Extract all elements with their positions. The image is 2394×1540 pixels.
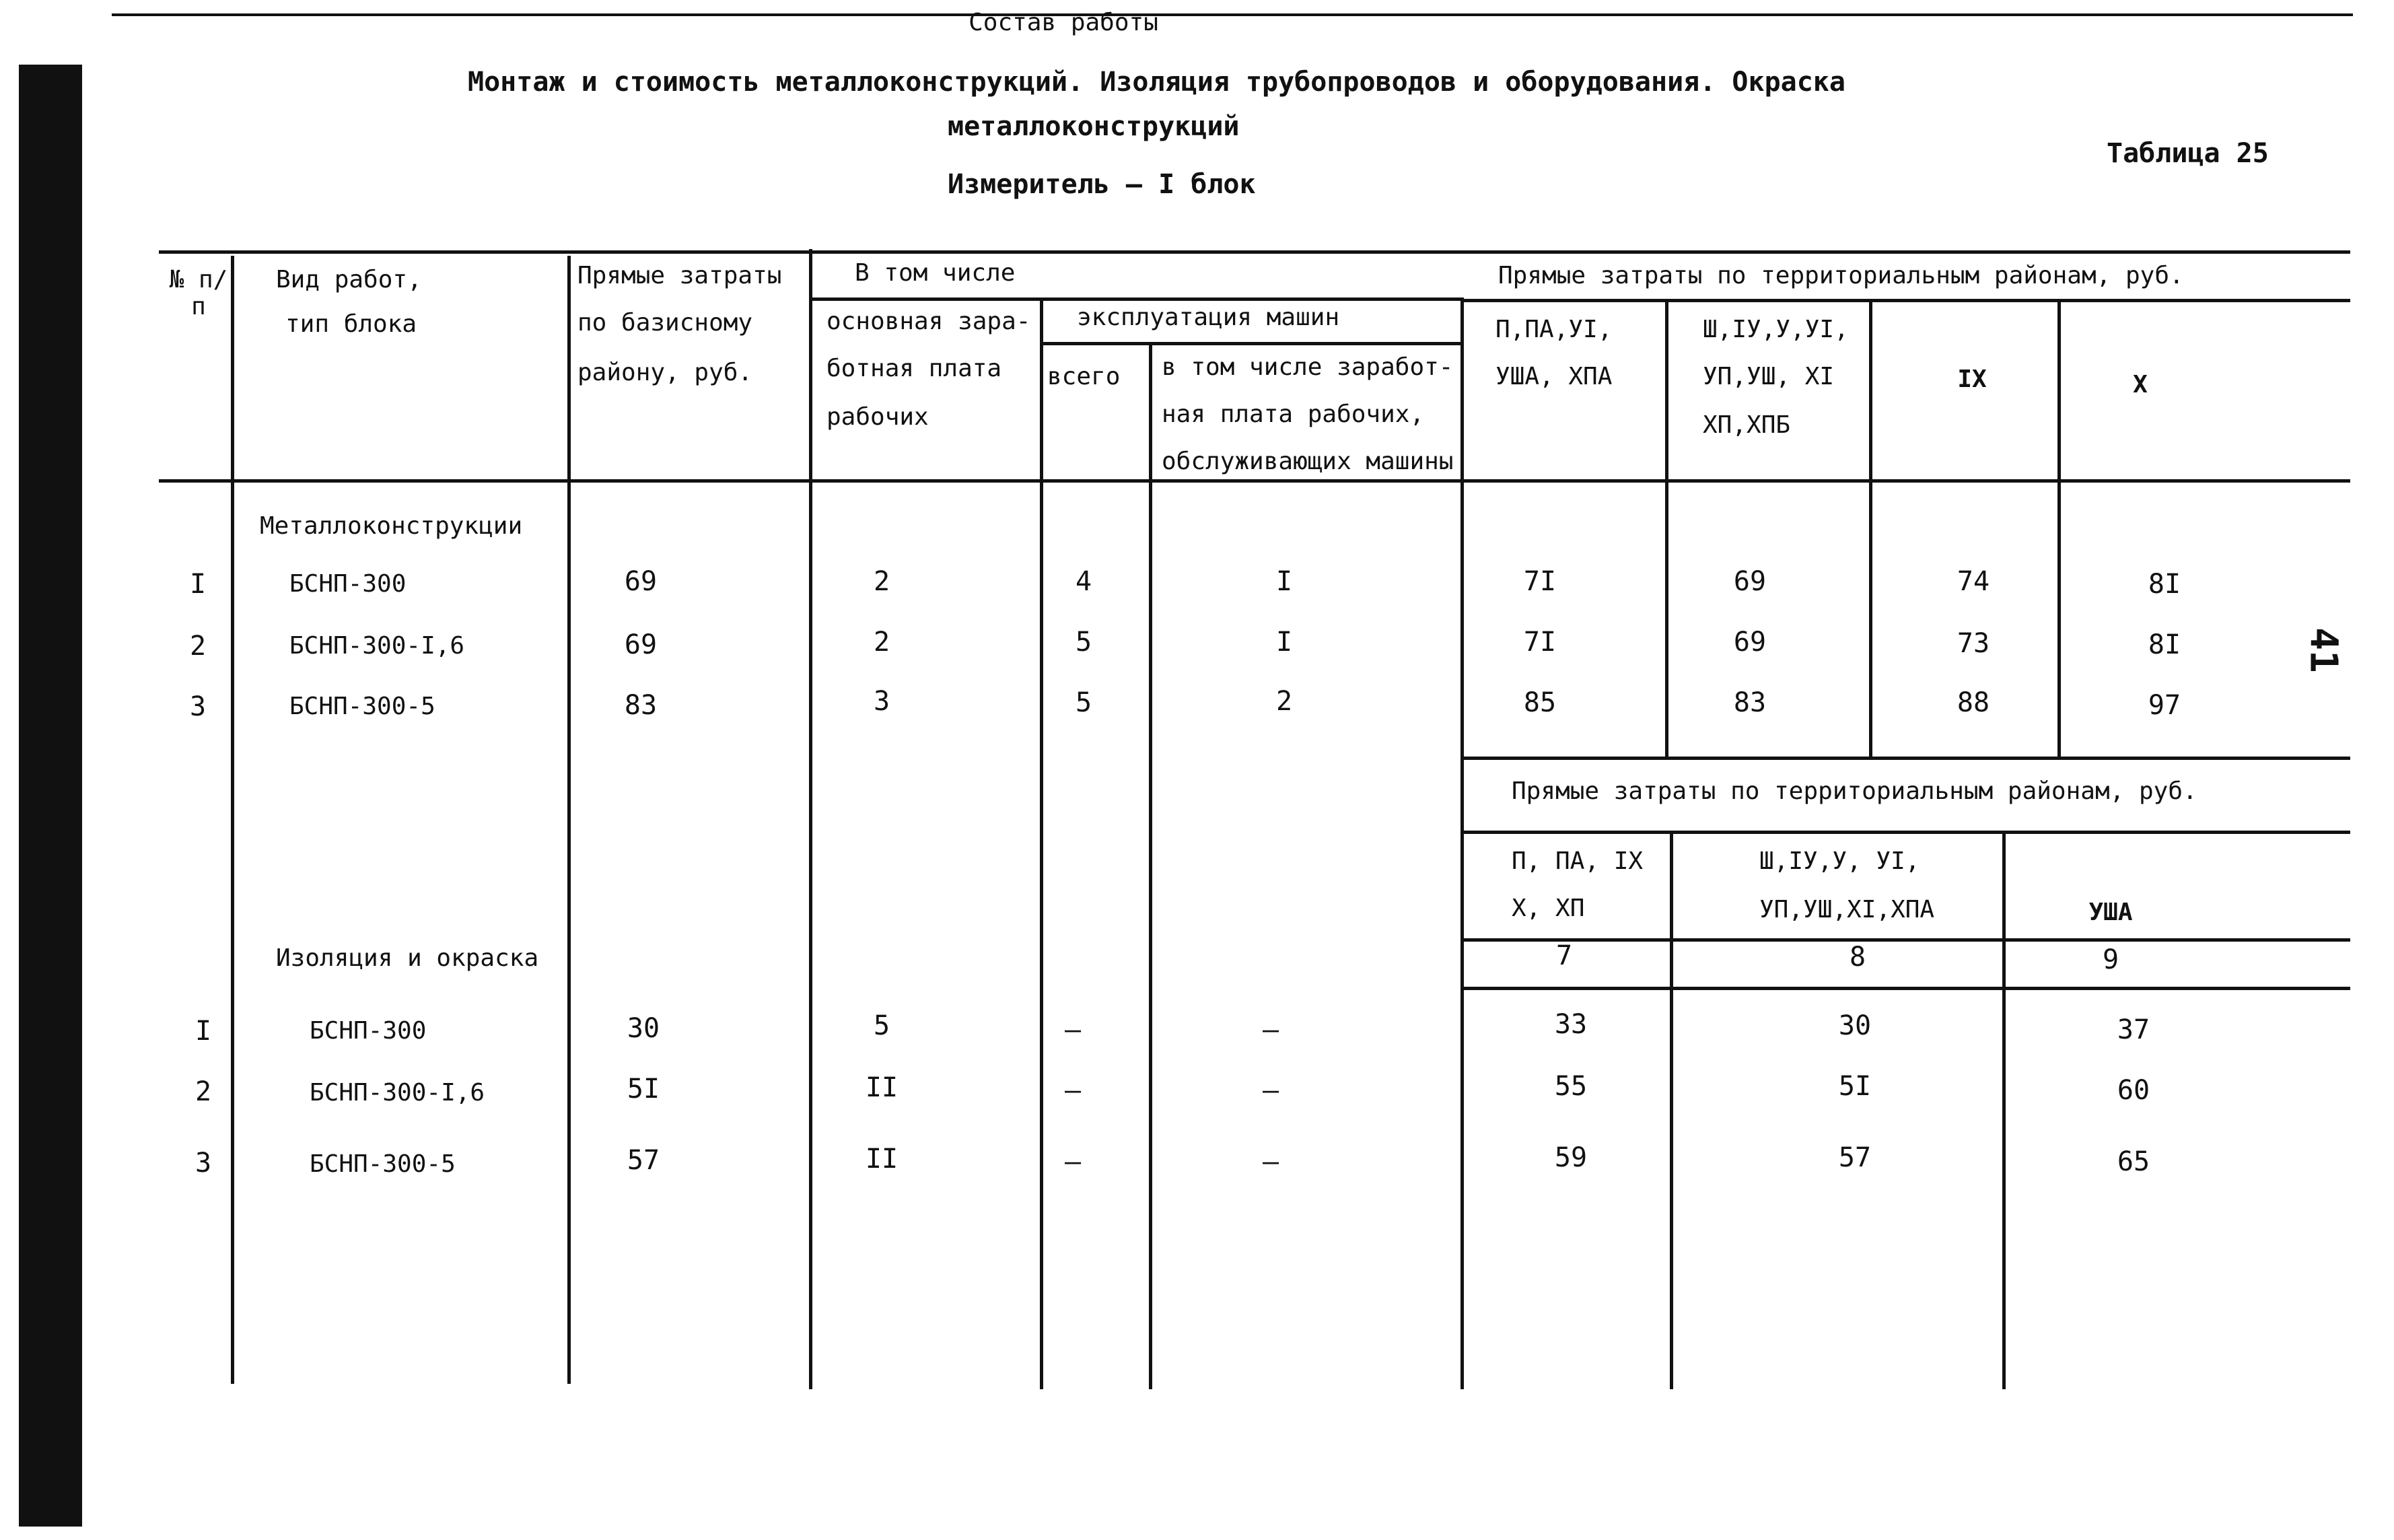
row-r4: 8I [2148, 569, 2181, 600]
header-mw-line3: обслуживающих машины [1162, 448, 1454, 475]
header-direct-line2: по базисному [577, 309, 753, 337]
row-no: I [195, 1016, 212, 1047]
row-no: 2 [195, 1076, 212, 1107]
row-machines-total: 5 [1075, 627, 1092, 658]
row-g1: 55 [1554, 1071, 1588, 1102]
row-name: БСНП-300 [310, 1017, 427, 1045]
subheader-g1-line1: П, ПА, IХ [1512, 847, 1644, 875]
sub-col-rule-1 [1670, 831, 1673, 1389]
col-rule-8 [1869, 299, 1872, 757]
row-g2: 5I [1838, 1071, 1872, 1102]
row-machines-wage: I [1275, 566, 1293, 597]
doc-title-line1: Монтаж и стоимость металлоконструкций. Изоляция трубопроводов и оборудования. Окраска [468, 67, 1845, 98]
header-work-type-line2: тип блока [285, 310, 417, 338]
row-r2: 69 [1733, 627, 1767, 658]
row-direct: 5I [627, 1074, 660, 1105]
row-name: БСНП-300-5 [289, 693, 435, 720]
subheader-col-num-8: 8 [1849, 942, 1866, 973]
subheader-title: Прямые затраты по территориальным районам, руб. [1512, 777, 2197, 805]
row-machines-wage: I [1275, 627, 1293, 658]
col-rule-3 [809, 249, 812, 1389]
row-r1: 7I [1523, 566, 1557, 597]
row-machines-wage: – [1262, 1014, 1279, 1045]
subheader-top-rule [1464, 757, 2350, 760]
col-rule-7 [1665, 299, 1668, 757]
row-g2: 57 [1838, 1142, 1872, 1173]
row-wage: 5 [873, 1010, 890, 1041]
row-machines-total: – [1064, 1146, 1082, 1177]
row-g3: 65 [2117, 1146, 2150, 1177]
row-r3: 73 [1957, 628, 1990, 659]
doc-title-line2: металлоконструкций [948, 111, 1240, 142]
col-rule-6 [1460, 298, 1464, 1389]
section2-title: Изоляция и окраска [276, 944, 539, 972]
row-r1: 85 [1523, 687, 1557, 718]
header-r1-line1: П,ПА,УI, [1495, 316, 1613, 343]
row-no: I [189, 569, 207, 600]
col-rule-2 [567, 256, 571, 1384]
row-name: БСНП-300-I,6 [310, 1079, 485, 1107]
header-wage-line2: ботная плата [826, 355, 1002, 382]
table-top-rule [159, 250, 2350, 254]
header-r2-line2: УП,УШ, ХI [1703, 363, 1835, 390]
header-regions-title: Прямые затраты по территориальным районам, руб. [1498, 262, 2184, 289]
header-r2-line1: Ш,IУ,У,УI, [1703, 316, 1849, 343]
col-rule-1 [231, 256, 234, 1384]
row-r3: 74 [1957, 566, 1990, 597]
row-r4: 8I [2148, 629, 2181, 660]
row-machines-total: 4 [1075, 566, 1092, 597]
page-number: 41 [2301, 627, 2346, 673]
row-g1: 33 [1554, 1009, 1588, 1040]
header-wage-line1: основная зара- [826, 308, 1031, 335]
row-g1: 59 [1554, 1142, 1588, 1173]
row-wage: 3 [873, 686, 890, 717]
incl-underline [809, 298, 1464, 301]
header-mw-line1: в том числе заработ- [1162, 353, 1454, 381]
regions-underline [1464, 299, 2350, 302]
row-g2: 30 [1838, 1010, 1872, 1041]
row-name: БСНП-300 [289, 570, 407, 598]
row-direct: 30 [627, 1013, 660, 1044]
top-caption: Состав работы [969, 9, 1158, 36]
col-rule-9 [2057, 299, 2061, 757]
row-g3: 37 [2117, 1014, 2150, 1045]
row-machines-total: – [1064, 1075, 1082, 1106]
header-r4: Х [2133, 371, 2148, 398]
header-r1-line2: УША, ХПА [1495, 363, 1613, 390]
row-wage: II [865, 1144, 899, 1175]
header-machines-total: всего [1047, 363, 1121, 390]
row-r3: 88 [1957, 687, 1990, 718]
row-r4: 97 [2148, 690, 2181, 721]
scan-left-edge [19, 65, 82, 1527]
col-rule-5 [1149, 342, 1152, 1389]
header-machines: эксплуатация машин [1077, 304, 1340, 331]
row-wage: 2 [873, 627, 890, 658]
header-r3: IХ [1957, 365, 1987, 393]
row-no: 2 [189, 631, 207, 662]
col-rule-4 [1040, 298, 1043, 1389]
subheader-g3: УША [2088, 899, 2133, 926]
subheader-g1-line2: Х, ХП [1512, 895, 1585, 922]
subheader-col-num-7: 7 [1555, 940, 1573, 971]
section1-title: Металлоконструкции [260, 512, 523, 540]
subheader-bottom-rule [1464, 987, 2350, 990]
sub-col-rule-2 [2002, 831, 2006, 1389]
row-r1: 7I [1523, 627, 1557, 658]
header-wage-line3: рабочих [826, 403, 929, 431]
subheader-title-rule [1464, 831, 2350, 834]
header-work-type-line1: Вид работ, [276, 266, 422, 293]
row-machines-total: – [1064, 1014, 1082, 1045]
row-machines-wage: 2 [1275, 686, 1293, 717]
row-name: БСНП-300-5 [310, 1150, 456, 1178]
subheader-g2-line2: УП,УШ,ХI,ХПА [1759, 896, 1935, 923]
header-bottom-rule [159, 479, 2350, 483]
row-direct: 69 [624, 629, 658, 660]
header-mw-line2: ная плата рабочих, [1162, 400, 1425, 428]
row-direct: 83 [624, 690, 658, 721]
row-machines-total: 5 [1075, 687, 1092, 718]
row-name: БСНП-300-I,6 [289, 632, 465, 660]
header-no: № п/п [169, 266, 228, 320]
row-direct: 57 [627, 1145, 660, 1176]
table-label: Таблица 25 [2107, 138, 2269, 169]
header-direct-line1: Прямые затраты [577, 262, 782, 289]
header-direct-line3: району, руб. [577, 359, 753, 386]
header-incl: В том числе [855, 259, 1016, 287]
subheader-col-num-9: 9 [2102, 944, 2119, 975]
row-wage: 2 [873, 566, 890, 597]
row-machines-wage: – [1262, 1075, 1279, 1106]
row-no: 3 [189, 691, 207, 722]
subheader-g2-line1: Ш,IУ,У, УI, [1759, 847, 1920, 875]
row-r2: 83 [1733, 687, 1767, 718]
machines-underline [1040, 342, 1464, 345]
row-no: 3 [195, 1148, 212, 1179]
row-g3: 60 [2117, 1075, 2150, 1106]
header-r2-line3: ХП,ХПБ [1703, 411, 1791, 439]
row-wage: II [865, 1072, 899, 1103]
measure-unit: Измеритель – I блок [948, 169, 1256, 200]
row-machines-wage: – [1262, 1146, 1279, 1177]
row-direct: 69 [624, 566, 658, 597]
row-r2: 69 [1733, 566, 1767, 597]
